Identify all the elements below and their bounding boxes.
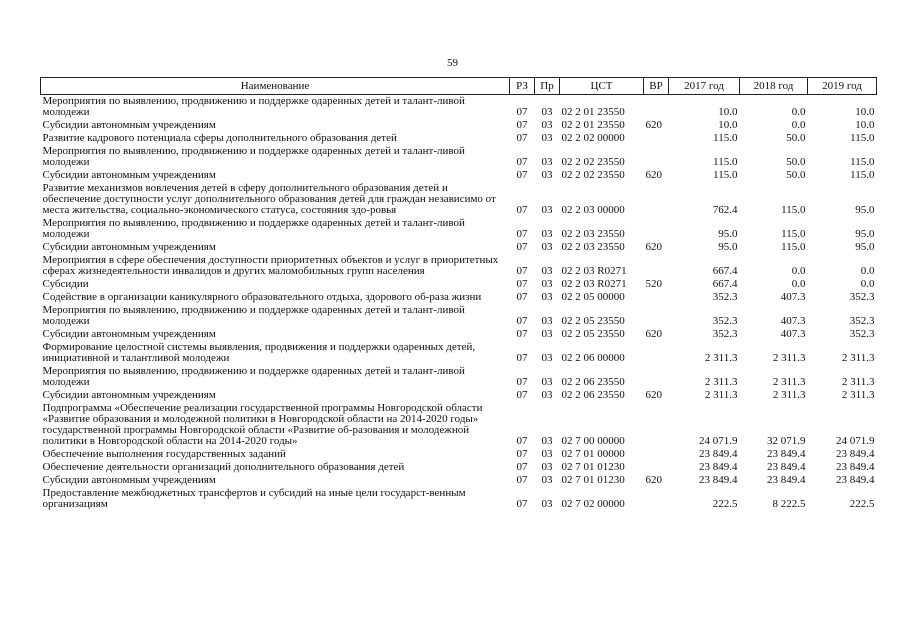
row-vr [644, 365, 669, 389]
row-name: Мероприятия в сфере обеспечения доступности приоритетных объектов и услуг в приоритетных сферах жизнедеятельности инвалидов и других маломобильных групп населения [42, 254, 499, 277]
row-rz: 07 [516, 435, 528, 447]
row-2019: 23 849.4 [836, 474, 875, 486]
row-cst: 02 2 06 00000 [561, 352, 625, 364]
row-pr: 03 [541, 119, 553, 131]
row-vr: 520 [645, 278, 662, 290]
row-cst: 02 2 01 23550 [561, 119, 625, 131]
row-2018: 23 849.4 [767, 448, 806, 460]
row-2017: 2 311.3 [704, 389, 738, 401]
row-name: Развитие механизмов вовлечения детей в сферу дополнительного образования детей и обеспечение доступности услуг дополнительного образования детей для граждан независимо от места жительства, социально-экономического статуса, состояния здо-ровья [42, 182, 496, 216]
row-2019: 352.3 [849, 328, 875, 340]
row-vr [644, 95, 669, 120]
row-rz: 07 [516, 241, 528, 253]
row-rz: 07 [516, 132, 528, 144]
row-2017: 115.0 [713, 132, 738, 144]
row-vr [644, 341, 669, 365]
table-row [41, 291, 877, 304]
row-cst: 02 2 03 23550 [561, 228, 625, 240]
row-vr [644, 461, 669, 474]
row-2018: 23 849.4 [767, 461, 806, 473]
row-2018: 50.0 [786, 156, 806, 168]
row-2018: 407.3 [780, 291, 806, 303]
row-2019: 2 311.3 [841, 352, 875, 364]
table-row [41, 254, 877, 278]
row-rz: 07 [516, 291, 528, 303]
row-name: Мероприятия по выявлению, продвижению и поддержке одаренных детей и талант-ливой молодежи [42, 95, 465, 118]
row-vr: 620 [645, 241, 662, 253]
row-2017: 115.0 [713, 169, 738, 181]
row-rz: 07 [516, 204, 528, 216]
row-vr: 620 [645, 474, 662, 486]
row-2017: 10.0 [718, 106, 738, 118]
row-2018: 50.0 [786, 132, 806, 144]
row-2018: 115.0 [781, 241, 806, 253]
row-vr [644, 217, 669, 241]
row-cst: 02 7 02 00000 [561, 498, 625, 510]
row-cst: 02 2 05 23550 [561, 328, 625, 340]
table-row [41, 341, 877, 365]
row-2019: 10.0 [855, 106, 875, 118]
row-vr: 620 [645, 328, 662, 340]
header-2018: 2018 год [740, 78, 808, 95]
row-2018: 2 311.3 [772, 376, 806, 388]
row-cst: 02 2 06 23550 [561, 376, 625, 388]
row-name: Обеспечение выполнения государственных заданий [42, 448, 286, 460]
row-2018: 2 311.3 [772, 389, 806, 401]
row-vr [644, 254, 669, 278]
row-2017: 23 849.4 [699, 461, 738, 473]
row-vr: 620 [645, 389, 662, 401]
table-row [41, 448, 877, 461]
table-row [41, 278, 877, 291]
row-2017: 2 311.3 [704, 352, 738, 364]
header-2019: 2019 год [808, 78, 877, 95]
page-number: 59 [447, 57, 458, 69]
row-name: Субсидии автономным учреждениям [42, 474, 216, 486]
row-name: Мероприятия по выявлению, продвижению и поддержке одаренных детей и талант-ливой молодежи [42, 365, 465, 388]
header-rz: РЗ [510, 78, 535, 95]
row-2019: 23 849.4 [836, 461, 875, 473]
row-2018: 0.0 [791, 119, 806, 131]
table-row [41, 217, 877, 241]
row-2017: 352.3 [712, 315, 738, 327]
row-rz: 07 [516, 328, 528, 340]
row-pr: 03 [541, 228, 553, 240]
row-cst: 02 2 02 23550 [561, 156, 625, 168]
row-cst: 02 2 05 00000 [561, 291, 625, 303]
row-2017: 115.0 [713, 156, 738, 168]
row-vr [644, 182, 669, 217]
row-vr [644, 291, 669, 304]
row-pr: 03 [541, 376, 553, 388]
row-vr [644, 448, 669, 461]
table-row [41, 241, 877, 254]
row-rz: 07 [516, 498, 528, 510]
table-row [41, 169, 877, 182]
table-row [41, 145, 877, 169]
row-name: Мероприятия по выявлению, продвижению и поддержке одаренных детей и талант-ливой молодежи [42, 145, 465, 168]
row-name: Мероприятия по выявлению, продвижению и поддержке одаренных детей и талант-ливой молодежи [42, 304, 465, 327]
row-2019: 95.0 [855, 204, 875, 216]
row-cst: 02 7 00 00000 [561, 435, 625, 447]
table-row [41, 487, 877, 511]
row-2019: 95.0 [855, 228, 875, 240]
row-cst: 02 2 01 23550 [561, 106, 625, 118]
row-rz: 07 [516, 315, 528, 327]
row-2018: 23 849.4 [767, 474, 806, 486]
row-name: Мероприятия по выявлению, продвижению и поддержке одаренных детей и талант-ливой молодежи [42, 217, 465, 240]
row-2018: 407.3 [780, 315, 806, 327]
row-2017: 10.0 [718, 119, 738, 131]
row-2019: 0.0 [860, 265, 875, 277]
budget-table [40, 77, 877, 511]
row-vr: 620 [645, 169, 662, 181]
row-2017: 95.0 [718, 228, 738, 240]
row-cst: 02 2 03 R0271 [561, 265, 627, 277]
header-2017: 2017 год [669, 78, 740, 95]
row-cst: 02 7 01 01230 [561, 461, 625, 473]
row-2017: 24 071.9 [699, 435, 738, 447]
table-row [41, 389, 877, 402]
row-cst: 02 2 05 23550 [561, 315, 625, 327]
row-pr: 03 [541, 315, 553, 327]
row-2018: 50.0 [786, 169, 806, 181]
row-pr: 03 [541, 278, 553, 290]
row-pr: 03 [541, 389, 553, 401]
table-row [41, 132, 877, 145]
row-cst: 02 7 01 01230 [561, 474, 625, 486]
row-pr: 03 [541, 352, 553, 364]
header-cst: ЦСТ [560, 78, 644, 95]
row-pr: 03 [541, 435, 553, 447]
row-2019: 95.0 [855, 241, 875, 253]
row-2018: 115.0 [781, 228, 806, 240]
row-2018: 2 311.3 [772, 352, 806, 364]
row-rz: 07 [516, 106, 528, 118]
row-vr [644, 487, 669, 511]
row-2019: 2 311.3 [841, 389, 875, 401]
row-name: Обеспечение деятельности организаций дополнительного образования детей [42, 461, 405, 473]
row-name: Субсидии автономным учреждениям [42, 389, 216, 401]
row-2018: 0.0 [791, 265, 806, 277]
row-2017: 23 849.4 [699, 448, 738, 460]
row-name: Предоставление межбюджетных трансфертов и субсидий на иные цели государст-венным организациям [42, 487, 466, 510]
row-cst: 02 2 02 23550 [561, 169, 625, 181]
row-pr: 03 [541, 132, 553, 144]
row-2017: 667.4 [712, 278, 738, 290]
row-2018: 8 222.5 [772, 498, 806, 510]
row-vr [644, 304, 669, 328]
header-pr: Пр [535, 78, 560, 95]
row-cst: 02 2 02 00000 [561, 132, 625, 144]
table-row [41, 402, 877, 448]
row-name: Подпрограмма «Обеспечение реализации государственной программы Новгородской области «Развитие образования и молодежной политики в Новгородской области на 2014-2020 годы» государственной программы Новгородской области «Развитие об-разования и молодежной политики в Новгородской области на 2014-2020 годы» [42, 402, 483, 447]
row-pr: 03 [541, 169, 553, 181]
row-rz: 07 [516, 461, 528, 473]
row-2018: 0.0 [791, 278, 806, 290]
row-2019: 115.0 [850, 132, 875, 144]
row-2017: 95.0 [718, 241, 738, 253]
row-cst: 02 7 01 00000 [561, 448, 625, 460]
row-pr: 03 [541, 461, 553, 473]
row-rz: 07 [516, 169, 528, 181]
row-2019: 10.0 [855, 119, 875, 131]
row-pr: 03 [541, 328, 553, 340]
row-pr: 03 [541, 265, 553, 277]
row-vr [644, 145, 669, 169]
row-name: Формирование целостной системы выявления, продвижения и поддержки одаренных детей, инициативной и талантливой молодежи [42, 341, 476, 364]
row-2019: 222.5 [849, 498, 875, 510]
row-2019: 24 071.9 [836, 435, 875, 447]
row-vr: 620 [645, 119, 662, 131]
row-pr: 03 [541, 291, 553, 303]
row-rz: 07 [516, 119, 528, 131]
row-name: Субсидии [42, 278, 89, 290]
row-cst: 02 2 06 23550 [561, 389, 625, 401]
row-2017: 352.3 [712, 328, 738, 340]
row-2018: 32 071.9 [767, 435, 806, 447]
row-rz: 07 [516, 156, 528, 168]
header-vr: ВР [644, 78, 669, 95]
row-name: Субсидии автономным учреждениям [42, 241, 216, 253]
row-2017: 352.3 [712, 291, 738, 303]
row-cst: 02 2 03 23550 [561, 241, 625, 253]
row-rz: 07 [516, 389, 528, 401]
row-rz: 07 [516, 448, 528, 460]
row-name: Субсидии автономным учреждениям [42, 169, 216, 181]
row-2019: 115.0 [850, 156, 875, 168]
row-rz: 07 [516, 278, 528, 290]
table-row [41, 328, 877, 341]
table-row [41, 461, 877, 474]
row-2019: 352.3 [849, 291, 875, 303]
row-2017: 23 849.4 [699, 474, 738, 486]
row-2017: 222.5 [712, 498, 738, 510]
row-2019: 0.0 [860, 278, 875, 290]
row-2019: 115.0 [850, 169, 875, 181]
table-row [41, 119, 877, 132]
row-name: Содействие в организации каникулярного образовательного отдыха, здорового об-раза жизни [42, 291, 482, 303]
table-row [41, 474, 877, 487]
table-row [41, 182, 877, 217]
row-vr [644, 402, 669, 448]
row-vr [644, 132, 669, 145]
row-pr: 03 [541, 448, 553, 460]
row-rz: 07 [516, 265, 528, 277]
row-rz: 07 [516, 228, 528, 240]
row-pr: 03 [541, 498, 553, 510]
row-cst: 02 2 03 R0271 [561, 278, 627, 290]
row-pr: 03 [541, 204, 553, 216]
header-name: Наименование [41, 78, 510, 95]
row-2019: 23 849.4 [836, 448, 875, 460]
row-rz: 07 [516, 352, 528, 364]
table-row [41, 365, 877, 389]
table-header-row [41, 78, 877, 95]
row-pr: 03 [541, 106, 553, 118]
row-rz: 07 [516, 474, 528, 486]
row-2017: 2 311.3 [704, 376, 738, 388]
table-row [41, 95, 877, 120]
row-2018: 407.3 [780, 328, 806, 340]
row-2019: 2 311.3 [841, 376, 875, 388]
row-2017: 667.4 [712, 265, 738, 277]
row-pr: 03 [541, 474, 553, 486]
row-rz: 07 [516, 376, 528, 388]
row-name: Развитие кадрового потенциала сферы дополнительного образования детей [42, 132, 397, 144]
row-2017: 762.4 [712, 204, 738, 216]
row-name: Субсидии автономным учреждениям [42, 328, 216, 340]
row-cst: 02 2 03 00000 [561, 204, 625, 216]
row-pr: 03 [541, 241, 553, 253]
row-2019: 352.3 [849, 315, 875, 327]
row-name: Субсидии автономным учреждениям [42, 119, 216, 131]
row-2018: 0.0 [791, 106, 806, 118]
row-2018: 115.0 [781, 204, 806, 216]
row-pr: 03 [541, 156, 553, 168]
table-row [41, 304, 877, 328]
